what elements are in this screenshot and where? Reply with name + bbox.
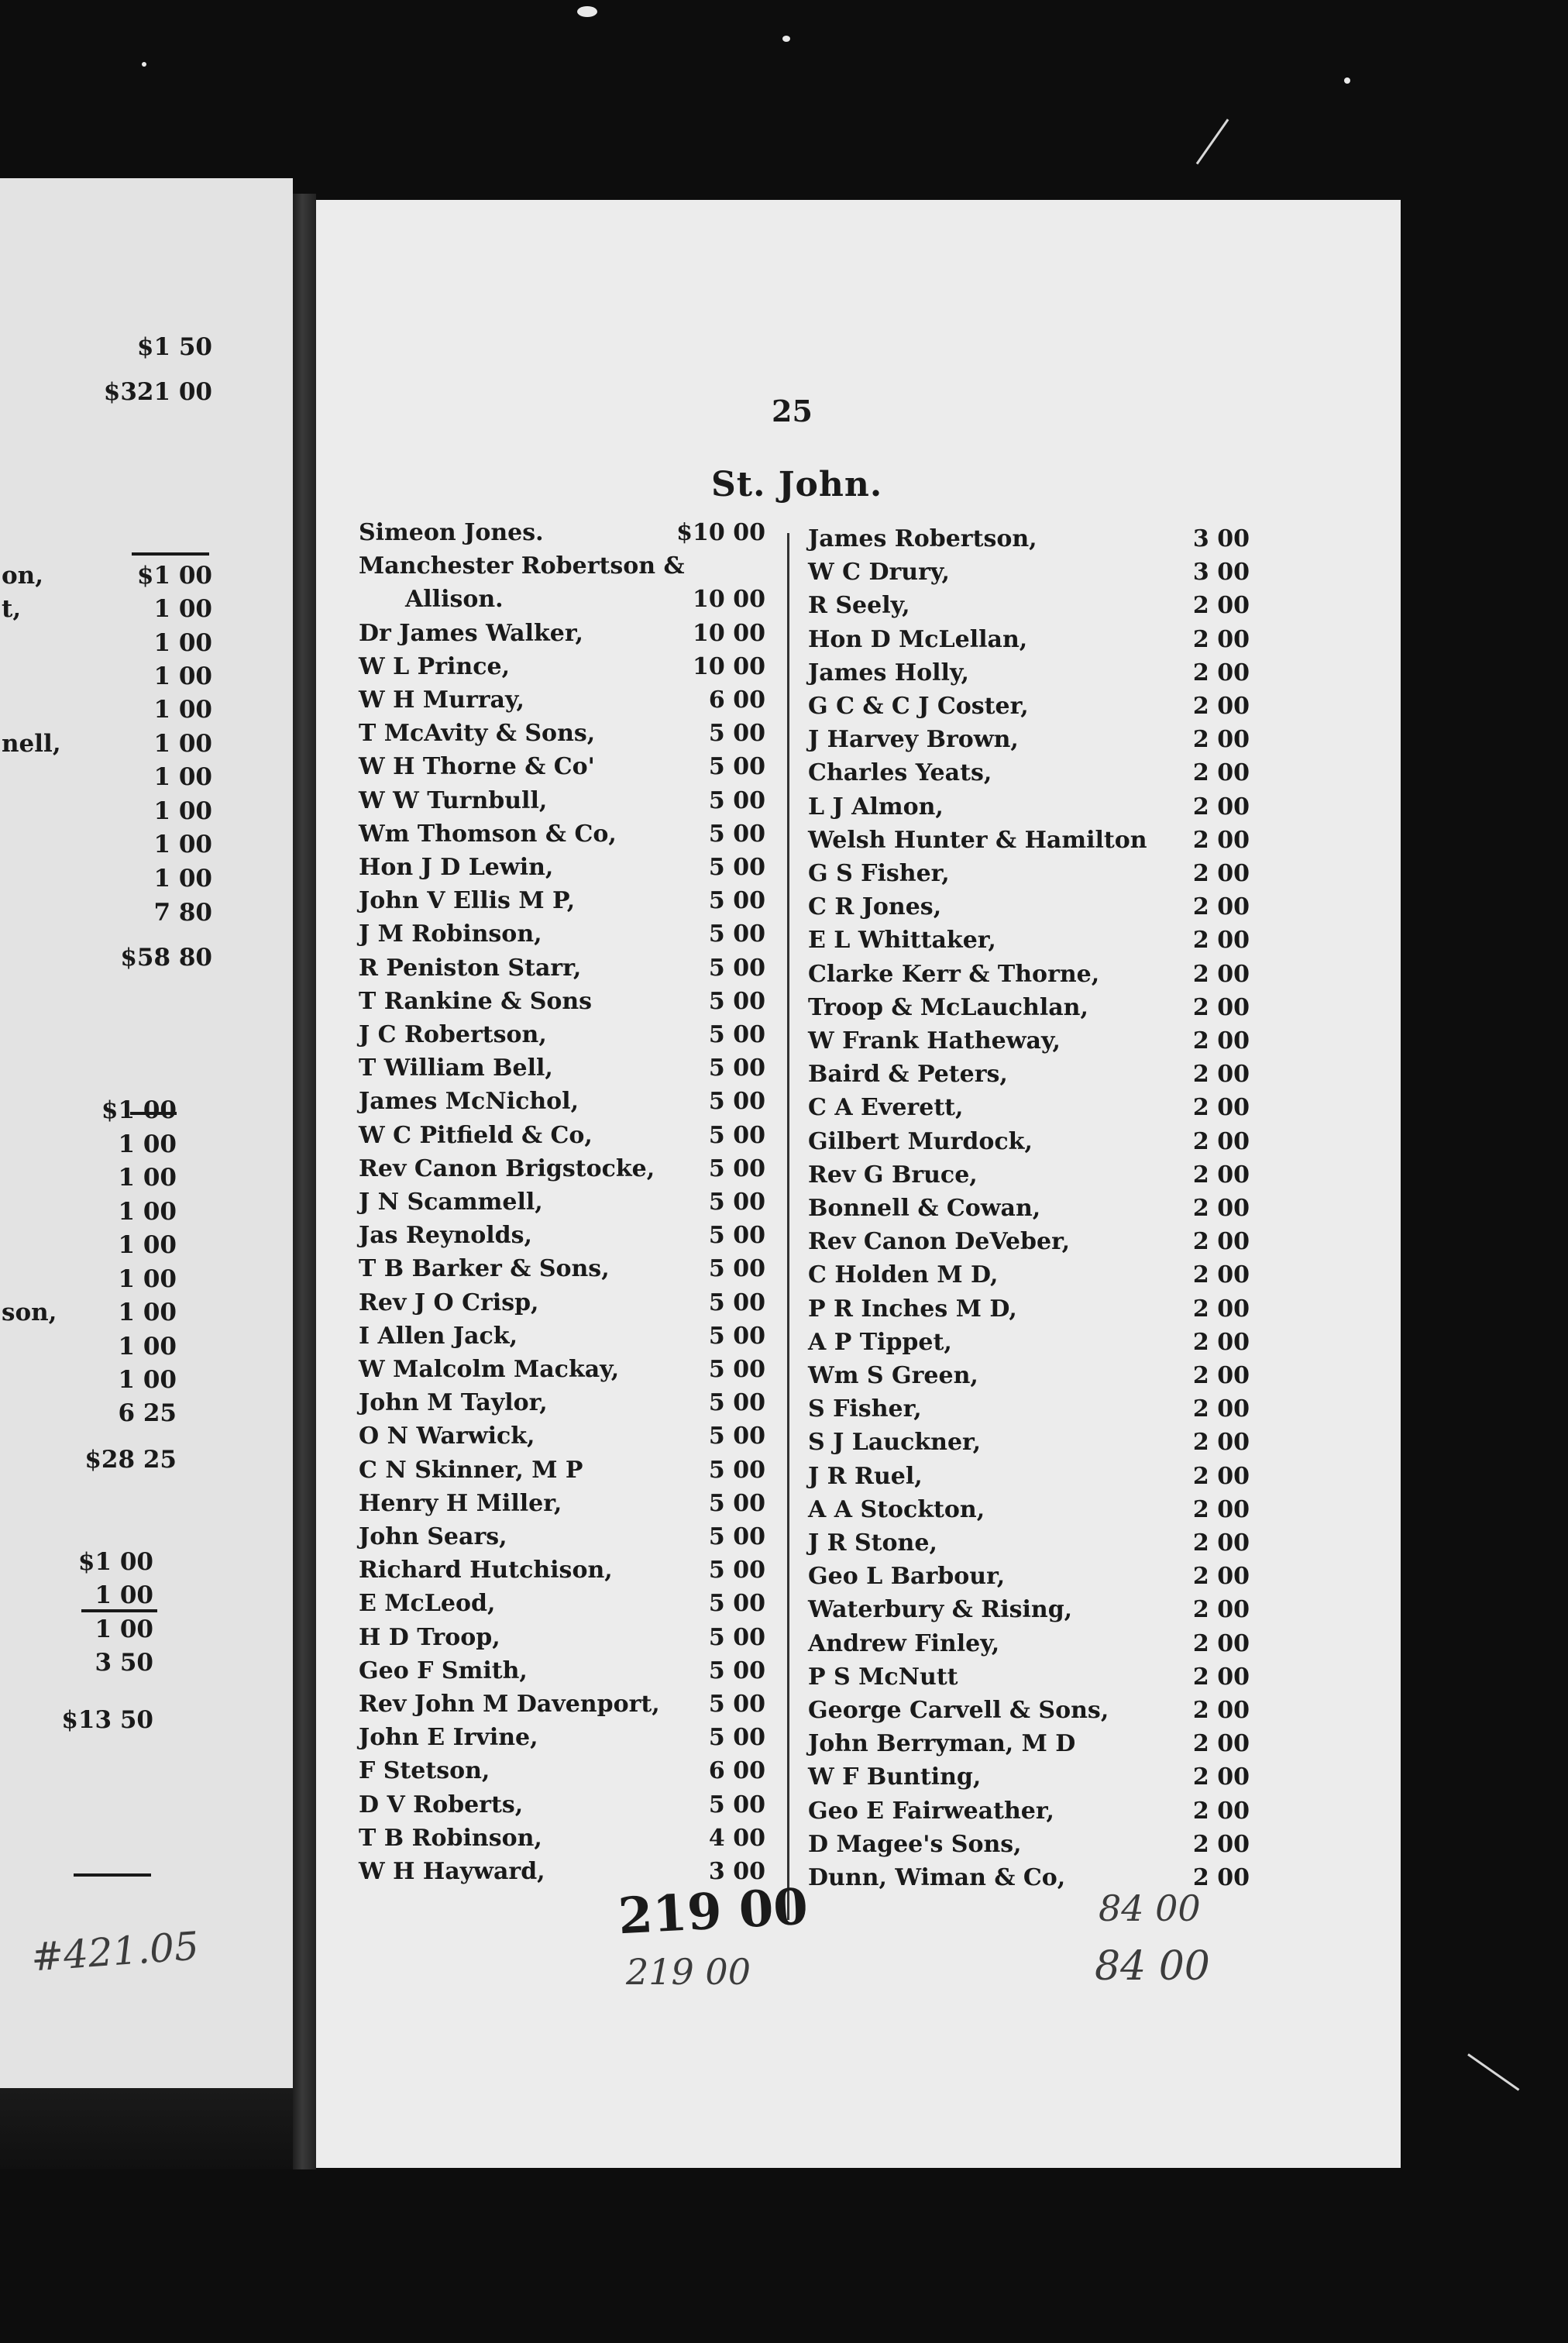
- page-number: 25: [772, 394, 813, 428]
- previous-page-name-fragment: son,: [2, 1299, 57, 1326]
- subscriber-name: Troop & McLauchlan,: [808, 993, 1088, 1021]
- subscription-amount: 5 00: [708, 1623, 765, 1651]
- previous-page-amount: 1 00: [118, 1265, 177, 1293]
- subscriber-name: A P Tippet,: [808, 1328, 952, 1356]
- subscriber-name: P R Inches M D,: [808, 1295, 1017, 1323]
- subscription-amount: 2 00: [1192, 1830, 1250, 1858]
- subscriber-name: Clarke Kerr & Thorne,: [808, 960, 1100, 988]
- ledger-entry: [808, 559, 1250, 592]
- ledger-entry: [808, 759, 1250, 793]
- subscriber-name: W C Pitfield & Co,: [359, 1121, 593, 1149]
- previous-page-amount: $28 25: [84, 1446, 177, 1474]
- subscriber-name: John Berryman, M D: [808, 1730, 1076, 1758]
- ledger-entry: [808, 1596, 1250, 1629]
- handwritten-left-total-ink: 219 00: [617, 1877, 810, 1946]
- previous-page-amount: 1 00: [153, 662, 212, 690]
- subscription-amount: 5 00: [708, 1055, 765, 1082]
- ledger-entry: [808, 525, 1250, 559]
- subscription-amount: 2 00: [1192, 1563, 1250, 1591]
- subscription-amount: 2 00: [1192, 1730, 1250, 1758]
- total-rule: [74, 1873, 151, 1877]
- subscriber-name: S J Lauckner,: [808, 1429, 982, 1457]
- ledger-entry: [808, 961, 1250, 994]
- subscriber-name: P S McNutt: [808, 1663, 958, 1691]
- subscriber-name: T McAvity & Sons,: [359, 720, 596, 748]
- previous-page-amount: 1 00: [118, 1299, 177, 1326]
- subscription-amount: 5 00: [708, 1557, 765, 1584]
- subscription-amount: 2 00: [1192, 1462, 1250, 1490]
- subscription-amount: $10 00: [676, 519, 765, 546]
- subscription-amount: 2 00: [1192, 1261, 1250, 1289]
- subscriber-name: C A Everett,: [808, 1094, 964, 1122]
- subscription-amount: 2 00: [1192, 1763, 1250, 1791]
- ledger-entry: [808, 1061, 1250, 1094]
- previous-page-amount: $13 50: [61, 1706, 153, 1734]
- previous-page-amount: 1 00: [153, 595, 212, 623]
- subscriber-name: J C Robertson,: [359, 1021, 547, 1048]
- subscriber-name: Gilbert Murdock,: [808, 1127, 1033, 1155]
- subscription-amount: 10 00: [693, 586, 765, 614]
- subscription-amount: 5 00: [708, 1322, 765, 1350]
- ledger-entry: [808, 1094, 1250, 1127]
- subscriber-name: Simeon Jones.: [359, 519, 544, 546]
- subscriber-name: Wm S Green,: [808, 1362, 978, 1389]
- ledger-entry: [359, 1356, 765, 1389]
- ledger-entry: [359, 1457, 765, 1490]
- ledger-entry: [359, 1323, 765, 1356]
- handwritten-grand-total: #421.05: [29, 1923, 201, 1980]
- ledger-entry: [359, 1423, 765, 1456]
- subscriber-name: Rev Canon DeVeber,: [808, 1228, 1071, 1256]
- ledger-entry: [359, 1657, 765, 1691]
- subscriber-name: T William Bell,: [359, 1055, 553, 1082]
- previous-page-amount: 1 00: [118, 1130, 177, 1158]
- ledger-entry: [808, 893, 1250, 927]
- subscriber-name: Andrew Finley,: [808, 1629, 1000, 1657]
- subscription-amount: 5 00: [708, 920, 765, 948]
- ledger-entry: [808, 860, 1250, 893]
- subscriber-name: John E Irvine,: [359, 1724, 538, 1752]
- subscription-amount: 2 00: [1192, 1027, 1250, 1055]
- subscription-amount: 5 00: [708, 1088, 765, 1116]
- subscriber-name: Hon J D Lewin,: [359, 854, 554, 881]
- subscriber-name: John M Taylor,: [359, 1389, 548, 1417]
- subscription-amount: 2 00: [1192, 1797, 1250, 1825]
- subscription-amount: 2 00: [1192, 1161, 1250, 1189]
- subscriber-name: R Seely,: [808, 592, 910, 620]
- subscription-amount: 5 00: [708, 954, 765, 982]
- subscriber-name: W L Prince,: [359, 652, 511, 680]
- subscription-amount: 5 00: [708, 1154, 765, 1182]
- subscriber-name: James Robertson,: [808, 525, 1037, 552]
- ledger-entry: [359, 753, 765, 786]
- ledger-entry: [359, 653, 765, 686]
- subscription-amount: 2 00: [1192, 1629, 1250, 1657]
- subscriber-name: D V Roberts,: [359, 1791, 524, 1818]
- subscriber-name: J N Scammell,: [359, 1189, 543, 1216]
- subscription-amount: 10 00: [693, 619, 765, 647]
- ledger-entry: [405, 586, 765, 619]
- subscription-amount: 5 00: [708, 1255, 765, 1283]
- subscriber-name: James McNichol,: [359, 1088, 579, 1116]
- ledger-entry: [359, 519, 765, 552]
- previous-page-amount: $58 80: [120, 944, 212, 972]
- ledger-entry: [808, 1027, 1250, 1061]
- ledger-entry: [808, 927, 1250, 960]
- subscriber-name: T Rankine & Sons: [359, 987, 593, 1015]
- subscriber-name: H D Troop,: [359, 1623, 500, 1651]
- subscriber-name: Geo E Fairweather,: [808, 1797, 1054, 1825]
- subscription-amount: 5 00: [708, 1021, 765, 1048]
- subscriber-name: J R Ruel,: [808, 1462, 923, 1490]
- subscriber-name: F Stetson,: [359, 1757, 490, 1785]
- subscription-amount: 5 00: [708, 720, 765, 748]
- section-title: St. John.: [711, 465, 883, 504]
- ledger-entry: [808, 994, 1250, 1027]
- ledger-entry: [359, 620, 765, 653]
- previous-page-amount: 1 00: [153, 831, 212, 858]
- subscriber-name: S Fisher,: [808, 1395, 922, 1423]
- subscription-amount: 5 00: [708, 1189, 765, 1216]
- subscription-amount: 5 00: [708, 1423, 765, 1450]
- scan-border: [0, 2169, 1568, 2343]
- ledger-entry: [359, 1523, 765, 1557]
- subscription-amount: 2 00: [1192, 1328, 1250, 1356]
- ledger-entry: [359, 1691, 765, 1724]
- subscriber-name: L J Almon,: [808, 793, 944, 821]
- ledger-entry: [808, 1831, 1250, 1864]
- subscription-amount: 5 00: [708, 1691, 765, 1718]
- subscriber-name: W Malcolm Mackay,: [359, 1356, 620, 1383]
- subscription-amount: 2 00: [1192, 592, 1250, 620]
- subscription-amount: 2 00: [1192, 759, 1250, 787]
- ledger-entry: [808, 1295, 1250, 1329]
- ledger-entry: [359, 955, 765, 988]
- previous-page-amount: 7 80: [153, 899, 212, 927]
- dust-fiber: [1467, 2053, 1519, 2090]
- previous-page-amount: $1 50: [136, 333, 212, 361]
- subscription-amount: 5 00: [708, 1456, 765, 1484]
- subscription-amount: 5 00: [708, 753, 765, 781]
- subscriber-name: C N Skinner, M P: [359, 1456, 583, 1484]
- ledger-entry: [359, 1122, 765, 1155]
- ledger-entry: [359, 1289, 765, 1323]
- ledger-entry: [808, 1362, 1250, 1395]
- subscriber-name: J R Stone,: [808, 1529, 937, 1557]
- ledger-entry: [808, 1563, 1250, 1596]
- ledger-entry: [359, 1189, 765, 1222]
- subscriber-name: W F Bunting,: [808, 1763, 982, 1791]
- subscription-amount: 2 00: [1192, 860, 1250, 887]
- ledger-entry: [359, 887, 765, 920]
- subscription-amount: 2 00: [1192, 1195, 1250, 1222]
- dust-fiber: [1196, 119, 1229, 164]
- subscriber-name: Dr James Walker,: [359, 619, 583, 647]
- ledger-entry: [808, 1228, 1250, 1261]
- subscriber-name: E L Whittaker,: [808, 927, 996, 955]
- subscriber-name: W Frank Hatheway,: [808, 1027, 1061, 1055]
- ledger-entry: [359, 787, 765, 821]
- dust-speck: [782, 36, 790, 42]
- subscriber-name: J Harvey Brown,: [808, 726, 1019, 754]
- subscriber-name: Henry H Miller,: [359, 1489, 562, 1517]
- subscription-amount: 2 00: [1192, 1395, 1250, 1423]
- subscription-amount: 2 00: [1192, 659, 1250, 686]
- subscriber-name: Richard Hutchison,: [359, 1557, 613, 1584]
- subscription-amount: 5 00: [708, 1657, 765, 1684]
- subscription-amount: 2 00: [1192, 1127, 1250, 1155]
- subscription-amount: 5 00: [708, 820, 765, 848]
- subscriber-name: J M Robinson,: [359, 920, 542, 948]
- ledger-entry: [359, 1255, 765, 1288]
- subscription-amount: 5 00: [708, 1288, 765, 1316]
- subscription-amount: 6 00: [708, 686, 765, 714]
- previous-page-amount: 1 00: [118, 1333, 177, 1361]
- ledger-entry: [359, 1624, 765, 1657]
- subscription-amount: 2 00: [1192, 726, 1250, 754]
- subscriber-name: James Holly,: [808, 659, 969, 686]
- subscriber-name: I Allen Jack,: [359, 1322, 518, 1350]
- subscriber-name: Geo F Smith,: [359, 1657, 528, 1684]
- subscription-amount: 2 00: [1192, 1495, 1250, 1523]
- book-spine: [293, 194, 316, 2177]
- previous-page-name-fragment: on,: [2, 562, 44, 590]
- previous-page-amount: 1 00: [118, 1164, 177, 1192]
- previous-page-amount: 3 50: [95, 1649, 153, 1677]
- ledger-entry: [359, 686, 765, 720]
- ledger-entry: [359, 1757, 765, 1791]
- previous-page-amount: $1 00: [77, 1548, 153, 1576]
- subscription-amount: 2 00: [1192, 793, 1250, 821]
- subscription-amount: 2 00: [1192, 1061, 1250, 1089]
- ledger-entry: [808, 1496, 1250, 1529]
- subscription-amount: 5 00: [708, 1590, 765, 1618]
- subscription-amount: 2 00: [1192, 625, 1250, 653]
- ledger-entry: [808, 693, 1250, 726]
- ledger-entry: [359, 1155, 765, 1189]
- total-rule: [132, 552, 209, 556]
- ledger-entry: [808, 1161, 1250, 1195]
- subscriber-name: W H Thorne & Co': [359, 753, 595, 781]
- ledger-entry: [359, 1088, 765, 1121]
- subscription-amount: 2 00: [1192, 693, 1250, 720]
- subscription-amount: 2 00: [1192, 1429, 1250, 1457]
- subscriber-name: D Magee's Sons,: [808, 1830, 1022, 1858]
- ledger-entry: [359, 552, 765, 586]
- subscriber-name: W H Hayward,: [359, 1858, 545, 1885]
- ledger-entry: [359, 1021, 765, 1055]
- subscriber-name: Welsh Hunter & Hamilton: [808, 826, 1147, 854]
- dust-speck: [1344, 77, 1350, 84]
- subscriber-name: G C & C J Coster,: [808, 693, 1029, 720]
- handwritten-right-total-ink: 84 00: [1099, 1887, 1201, 1929]
- subscription-amount: 5 00: [708, 1523, 765, 1550]
- previous-page-amount: 1 00: [153, 763, 212, 791]
- ledger-entry: [808, 626, 1250, 659]
- subscription-amount: 2 00: [1192, 1529, 1250, 1557]
- subscription-amount: 2 00: [1192, 1362, 1250, 1389]
- previous-page-amount: $1 00: [136, 562, 212, 590]
- subscriber-name: Geo L Barbour,: [808, 1563, 1006, 1591]
- total-rule: [81, 1609, 157, 1612]
- ledger-entry: [359, 720, 765, 753]
- previous-page-amount: 1 00: [153, 865, 212, 893]
- ledger-entry: [808, 1429, 1250, 1462]
- ledger-entry: [359, 1557, 765, 1590]
- previous-page-amount: 1 00: [118, 1366, 177, 1394]
- previous-page-amount: 1 00: [153, 696, 212, 724]
- handwritten-left-total-pencil: 219 00: [626, 1951, 751, 1993]
- previous-page-amount: 1 00: [118, 1198, 177, 1226]
- subscription-amount: 5 00: [708, 1724, 765, 1752]
- ledger-entry: [808, 1395, 1250, 1429]
- ledger-entry: [808, 1195, 1250, 1228]
- ledger-entry: [359, 988, 765, 1021]
- ledger-entry: [808, 1697, 1250, 1730]
- dust-speck: [577, 6, 597, 17]
- ledger-entry: [808, 1730, 1250, 1763]
- ledger-page: [316, 200, 1401, 2168]
- subscriber-name: W C Drury,: [808, 559, 950, 587]
- subscriber-name: Rev John M Davenport,: [359, 1691, 660, 1718]
- ledger-entry: [359, 920, 765, 954]
- subscription-amount: 2 00: [1192, 1596, 1250, 1624]
- subscriber-name: Charles Yeats,: [808, 759, 992, 787]
- ledger-entry: [808, 1630, 1250, 1663]
- subscriber-name: Rev Canon Brigstocke,: [359, 1154, 655, 1182]
- subscription-amount: 2 00: [1192, 1864, 1250, 1891]
- ledger-entry: [359, 821, 765, 854]
- dust-speck: [142, 62, 146, 67]
- previous-page-amount: 1 00: [95, 1581, 153, 1609]
- subscriber-name: E McLeod,: [359, 1590, 496, 1618]
- subscriber-name: Hon D McLellan,: [808, 625, 1028, 653]
- ledger-entry: [808, 1663, 1250, 1697]
- subscription-amount: 5 00: [708, 786, 765, 814]
- subscription-amount: 2 00: [1192, 893, 1250, 921]
- subscriber-name: Jas Reynolds,: [359, 1222, 532, 1250]
- ledger-entry: [359, 854, 765, 887]
- subscriber-name: John Sears,: [359, 1523, 507, 1550]
- subscription-amount: 4 00: [708, 1824, 765, 1852]
- subscriber-name: C R Jones,: [808, 893, 942, 921]
- previous-page-name-fragment: nell,: [2, 730, 61, 758]
- subscription-amount: 2 00: [1192, 1094, 1250, 1122]
- subscriber-name: Rev J O Crisp,: [359, 1288, 539, 1316]
- subscriber-name: Bonnell & Cowan,: [808, 1195, 1041, 1222]
- subscriber-name: John V Ellis M P,: [359, 887, 576, 915]
- previous-page-amount: 1 00: [153, 629, 212, 657]
- subscriber-name: W H Murray,: [359, 686, 524, 714]
- subscriber-name: T B Barker & Sons,: [359, 1255, 610, 1283]
- subscriber-name: G S Fisher,: [808, 860, 950, 887]
- subscription-amount: 3 00: [1192, 559, 1250, 587]
- ledger-entry: [359, 1389, 765, 1423]
- subscription-amount: 2 00: [1192, 993, 1250, 1021]
- subscriber-name: Waterbury & Rising,: [808, 1596, 1073, 1624]
- subscriber-name: O N Warwick,: [359, 1423, 535, 1450]
- ledger-entry: [359, 1724, 765, 1757]
- subscription-amount: 3 00: [708, 1858, 765, 1885]
- subscription-amount: 6 00: [708, 1757, 765, 1785]
- ledger-entry: [808, 1763, 1250, 1797]
- subscriber-name: Manchester Robertson &: [359, 552, 685, 580]
- subscription-amount: 10 00: [693, 652, 765, 680]
- subscription-amount: 3 00: [1192, 525, 1250, 552]
- subscription-amount: 5 00: [708, 1222, 765, 1250]
- subscriber-name: Allison.: [405, 586, 504, 614]
- ledger-entry: [808, 1329, 1250, 1362]
- subscriber-name: W W Turnbull,: [359, 786, 548, 814]
- subscription-amount: 5 00: [708, 1389, 765, 1417]
- subscription-amount: 2 00: [1192, 927, 1250, 955]
- subscription-amount: 5 00: [708, 1791, 765, 1818]
- previous-page-name-fragment: t,: [2, 595, 22, 623]
- subscriber-name: Dunn, Wiman & Co,: [808, 1864, 1066, 1891]
- ledger-entry: [808, 827, 1250, 860]
- previous-page-amount: 1 00: [153, 797, 212, 825]
- subscription-amount: 2 00: [1192, 1663, 1250, 1691]
- previous-page-amount: 1 00: [118, 1231, 177, 1259]
- ledger-entry: [359, 1791, 765, 1825]
- ledger-entry: [808, 1798, 1250, 1831]
- subscription-amount: 2 00: [1192, 960, 1250, 988]
- previous-page-amount: $1 00: [101, 1096, 177, 1124]
- subscriber-name: A A Stockton,: [808, 1495, 985, 1523]
- subscription-amount: 5 00: [708, 987, 765, 1015]
- ledger-entry: [808, 1261, 1250, 1295]
- subscription-amount: 5 00: [708, 1489, 765, 1517]
- ledger-entry: [359, 1055, 765, 1088]
- subscription-amount: 2 00: [1192, 1228, 1250, 1256]
- subscriber-name: C Holden M D,: [808, 1261, 999, 1289]
- ledger-entry: [808, 1128, 1250, 1161]
- subscriber-name: T B Robinson,: [359, 1824, 542, 1852]
- previous-page-amount: $321 00: [103, 378, 212, 406]
- ledger-entry: [359, 1825, 765, 1858]
- subscriber-name: Baird & Peters,: [808, 1061, 1008, 1089]
- subscription-amount: 5 00: [708, 887, 765, 915]
- subscription-amount: 5 00: [708, 1121, 765, 1149]
- subscriber-name: Rev G Bruce,: [808, 1161, 978, 1189]
- ledger-entry: [808, 726, 1250, 759]
- subscriber-name: R Peniston Starr,: [359, 954, 582, 982]
- previous-page-amount: 6 25: [118, 1399, 177, 1427]
- subscription-amount: 2 00: [1192, 826, 1250, 854]
- subscription-amount: 5 00: [708, 1356, 765, 1383]
- column-divider: [787, 533, 789, 1920]
- ledger-entry: [359, 1222, 765, 1255]
- subscription-amount: 2 00: [1192, 1697, 1250, 1724]
- subscriber-name: George Carvell & Sons,: [808, 1697, 1109, 1724]
- ledger-entry: [808, 1529, 1250, 1563]
- subscription-amount: 2 00: [1192, 1295, 1250, 1323]
- previous-page-amount: 1 00: [153, 730, 212, 758]
- ledger-entry: [359, 1490, 765, 1523]
- subscription-amount: 5 00: [708, 854, 765, 881]
- ledger-entry: [808, 1463, 1250, 1496]
- ledger-entry: [359, 1590, 765, 1623]
- handwritten-right-total-pencil: 84 00: [1095, 1943, 1210, 1990]
- ledger-entry: [808, 592, 1250, 625]
- ledger-entry: [808, 659, 1250, 693]
- subscriber-name: Wm Thomson & Co,: [359, 820, 617, 848]
- previous-page: [0, 178, 293, 2154]
- ledger-entry: [808, 793, 1250, 827]
- previous-page-amount: 1 00: [95, 1615, 153, 1643]
